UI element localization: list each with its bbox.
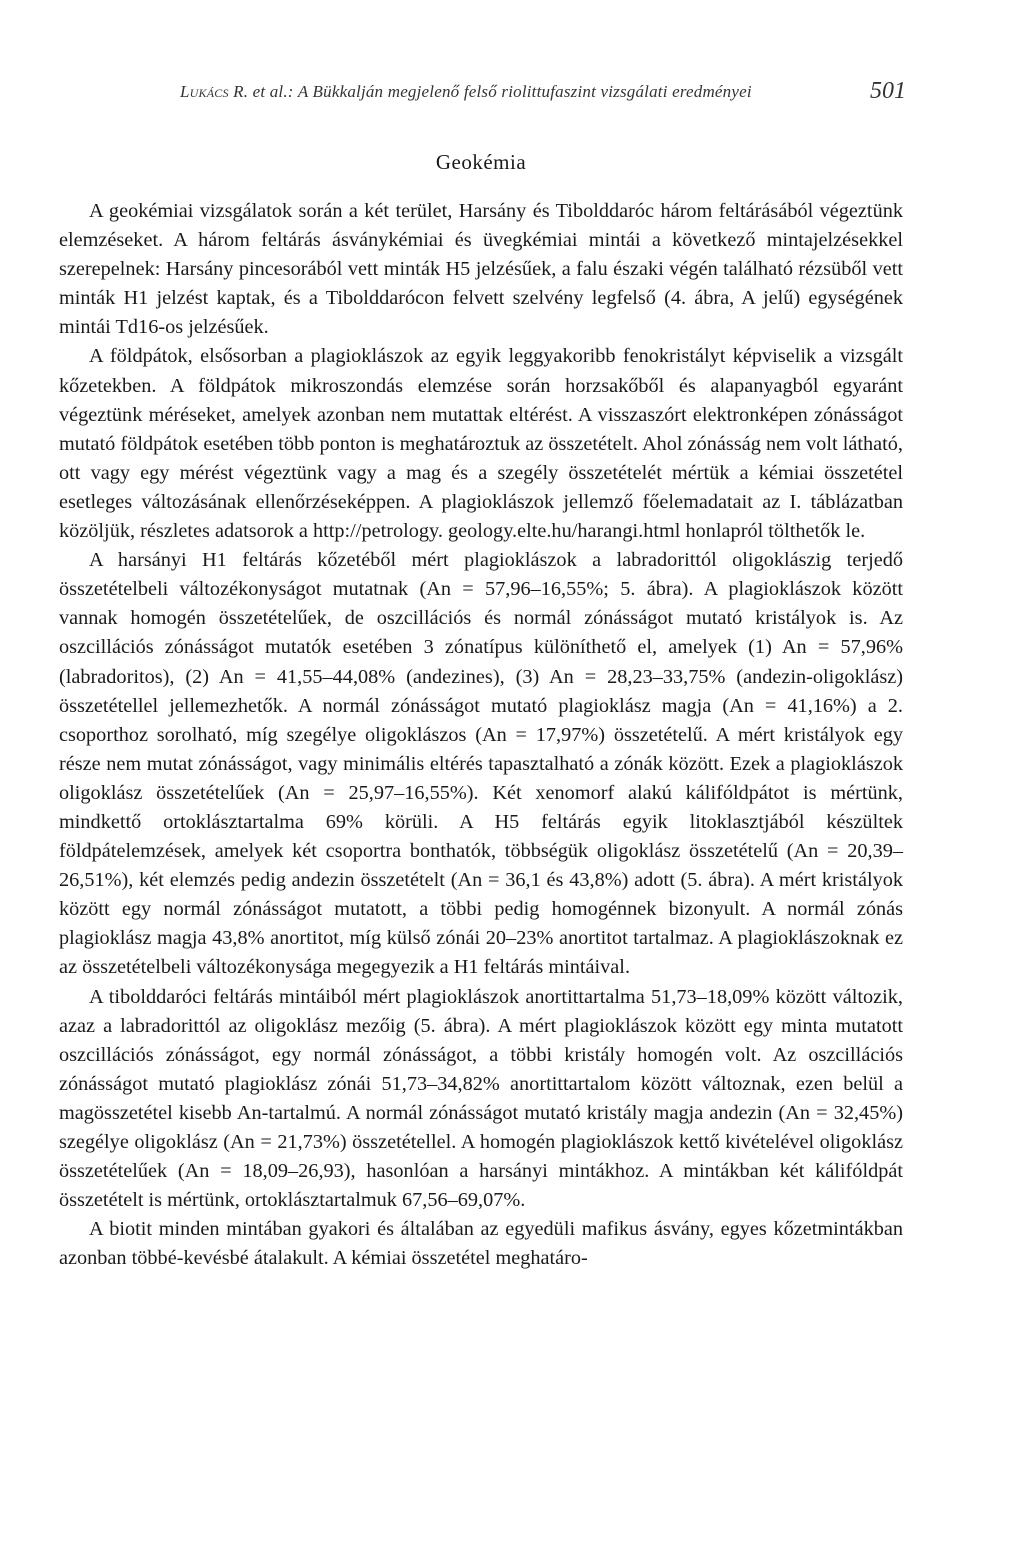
section-title: Geokémia <box>435 150 527 174</box>
paragraph-tibolddaroc: A tibolddaróci feltárás mintáiból mért plagioklászok anortittartalma 51,73–18,09% között változik, azaz a labradorittól az oligoklász mezőig (5. ábra). A mért plagioklászok között egy minta mutatott oszcillációs zónásságot, egy normál zónásságot, a többi kristály homogén volt. Az oszcillációs zónásságot mutató plagioklász zónái 51,73–34,82% anortittartalom között változnak, ezen belül a magösszetétel kisebb An-tartalmú. A normál zónásságot mutató kristály magja andezin (An = 32,45%) szegélye oligoklász (An = 21,73%) összetétellel. A homogén plagioklászok kettő kivételével oligoklász összetételűek (An = 18,09–26,93), hasonlóan a harsányi mintákhoz. A mintákban két kálifóldpát összetételt is mértünk, ortoklásztartalmuk 67,56–69,07%. <box>59 985 903 1212</box>
paragraph-biotite: A biotit minden mintában gyakori és általában az egyedüli mafikus ásvány, egyes kőzetmintákban azonban többé-kevésbé átalakult. A kémiai összetétel meghatáro- <box>59 1218 903 1270</box>
paragraph-feldspars: A földpátok, elsősorban a plagioklászok az egyik leggyakoribb fenokristályt képviselik a vizsgált kőzetekben. A földpátok mikroszondás elemzése során horzsakőből és alapanyagból egyaránt végeztünk méréseket, amelyek azonban nem mutattak eltérést. A visszaszórt elektronképen zónásságot mutató földpátok esetében több ponton is meghatároztuk az összetételt. Ahol zónásság nem volt látható, ott vagy egy mérést végeztünk vagy a mag és a szegély összetételét mértük a kémiai összetétel esetleges változásának ellenőrzéseképpen. A plagioklászok jellemző főelemadatait az I. táblázatban közöljük, részletes adatsorok a http://petrology. geology.elte.hu/harangi.html honlapról tölthetők le. <box>59 345 903 543</box>
paragraph-harsany: A harsányi H1 feltárás kőzetéből mért plagioklászok a labradorittól oligoklászig terjedő összetételbeli változékonyságot mutatnak (An = 57,96–16,55%; 5. ábra). A plagioklászok között vannak homogén összetételűek, de oszcillációs és normál zónásságot mutató kristályok is. Az oszcillációs zónásságot mutatók esetében 3 zónatípus különíthető el, amelyek (1) An = 57,96% (labradoritos), (2) An = 41,55–44,08% (andezines), (3) An = 28,23–33,75% (andezin-oligoklász) összetétellel jellemezhetők. A normál zónásságot mutató plagioklász magja (An = 41,16%) a 2. csoporthoz sorolható, míg szegélye oligoklászos (An = 17,97%) összetételű. A mért kristályok egy része nem mutat zónásságot, vagy minimális eltérés tapasztalható a zónák között. Ezek a plagioklászok oligoklász összetételűek (An = 25,97–16,55%). Két xenomorf alakú kálifóldpátot is mértünk, mindkettő ortoklásztartalma 69% körüli. A H5 feltárás egyik litoklasztjából készültek földpátelemzések, amelyek két csoportra bonthatók, többségük oligoklász összetételű (An = 20,39–26,51%), két elemzés pedig andezin összetételt (An = 36,1 és 43,8%) adott (5. ábra). A mért kristályok között egy normál zónásságot mutatott, a többi pedig homogénnek bizonyult. A normál zónás plagioklász magja 43,8% anortitot, míg külső zónái 20–23% anortitot tartalmaz. A plagioklászoknak ez az összetételbeli változékonysága megegyezik a H1 feltárás mintáival. <box>59 549 903 979</box>
page-number: 501 <box>870 78 906 104</box>
header-title: A Bükkalján megjelenő felső riolittufaszint vizsgálati eredményei <box>297 82 752 101</box>
page <box>59 78 906 1273</box>
running-head-title <box>180 82 752 102</box>
header-author: Lukács R. <box>180 82 249 101</box>
running-head <box>59 78 906 118</box>
paragraph-intro: A geokémiai vizsgálatok során a két terület, Harsány és Tibolddaróc három feltárásából végeztünk elemzéseket. A három feltárás ásványkémiai és üvegkémiai mintái a következő mintajelzésekkel szerepelnek: Harsány pincesorából vett minták H5 jelzésűek, a falu északi végén található rézsüből vett minták H1 jelzést kaptak, és a Tibolddarócon felvett szelvény legfelső (4. ábra, A jelű) egységének mintái Td16-os jelzésűek. <box>59 200 903 339</box>
header-author-suffix: et al.: <box>248 82 298 101</box>
